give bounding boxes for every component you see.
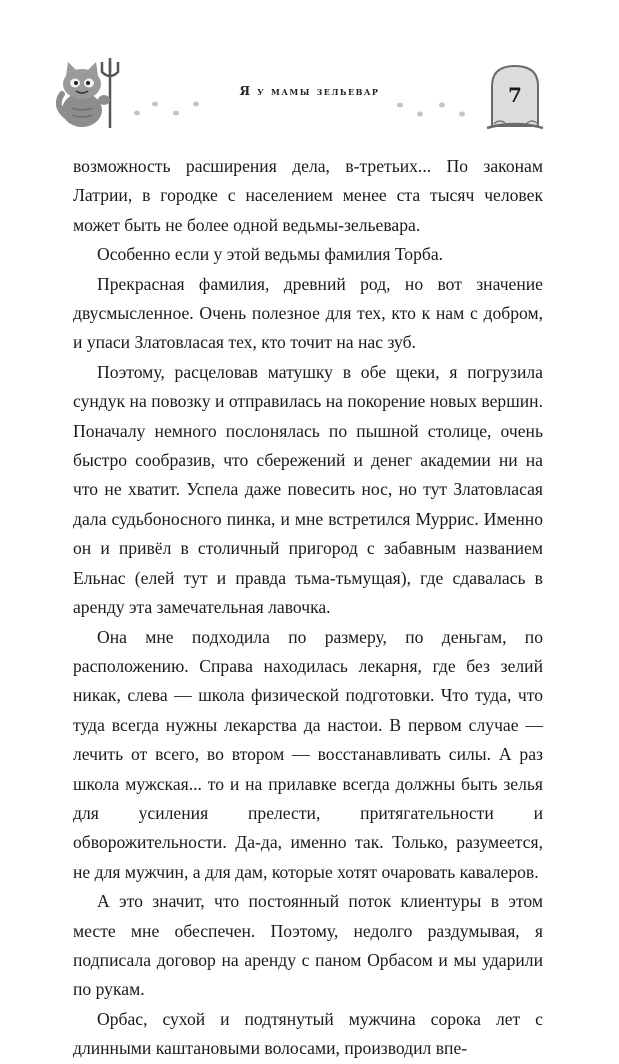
paragraph: Она мне подходила по размеру, по деньгам, по расположению. Справа находилась лекарня, где без зелий никак, слева — школа физической подготовки. Что туда, что туда всегда нужны лекарства да настои. В первом случае — лечить от всего, во втором — восстанавливать силы. А раз школа мужская... то и на прилавке всегда должны быть зелья для усиления прелести, притягательности и обворожительности. Да-да, именно так. Только, разумеется, не для мужчин, а для дам, которые хотят очаровать кавалеров. xyxy=(73,626,543,882)
paragraph: Особенно если у этой ведьмы фамилия Торба. xyxy=(97,244,444,265)
page-header xyxy=(0,0,619,145)
paragraph: Поэтому, расцеловав матушку в обе щеки, я погрузила сундук на повозку и отправилась на покорение новых вершин. Поначалу немного послонялась по пышной столице, очень быстро сообразив, что сбережений и денег академии ни на что не хватит. Успела даже повесить нос, но тут Златовласая дала судьбоносного пинка, и мне встретился Муррис. Именно он и привёл в столичный пригород с забавным названием Ельнас (елей тут и правда тьма-тьмущая), где сдавалась в аренду эта замечательная лавочка. xyxy=(73,361,543,618)
paragraph: Прекрасная фамилия, древний род, но вот значение двусмысленное. Очень полезное для тех, кто к нам с добром, и упаси Златовласая тех, кто точит на нас зуб. xyxy=(73,273,543,353)
running-head: Я у мамы зельевар xyxy=(239,84,380,98)
body-text xyxy=(73,152,543,1064)
paragraph: возможность расширения дела, в-третьих... По законам Латрии, в городке с населением менее ста тысяч человек может быть не более одной ведьмы-зельевара. xyxy=(73,156,543,235)
paragraph: Орбас, сухой и подтянутый мужчина сорока лет с длинными каштановыми волосами, производил впе- xyxy=(73,1008,543,1059)
paragraph: А это значит, что постоянный поток клиентуры в этом месте мне обеспечен. Поэтому, недолго раздумывая, я подписала договор на аренду с паном Орбасом и мы ударили по рукам. xyxy=(73,891,543,1000)
page-number: 7 xyxy=(508,83,522,107)
